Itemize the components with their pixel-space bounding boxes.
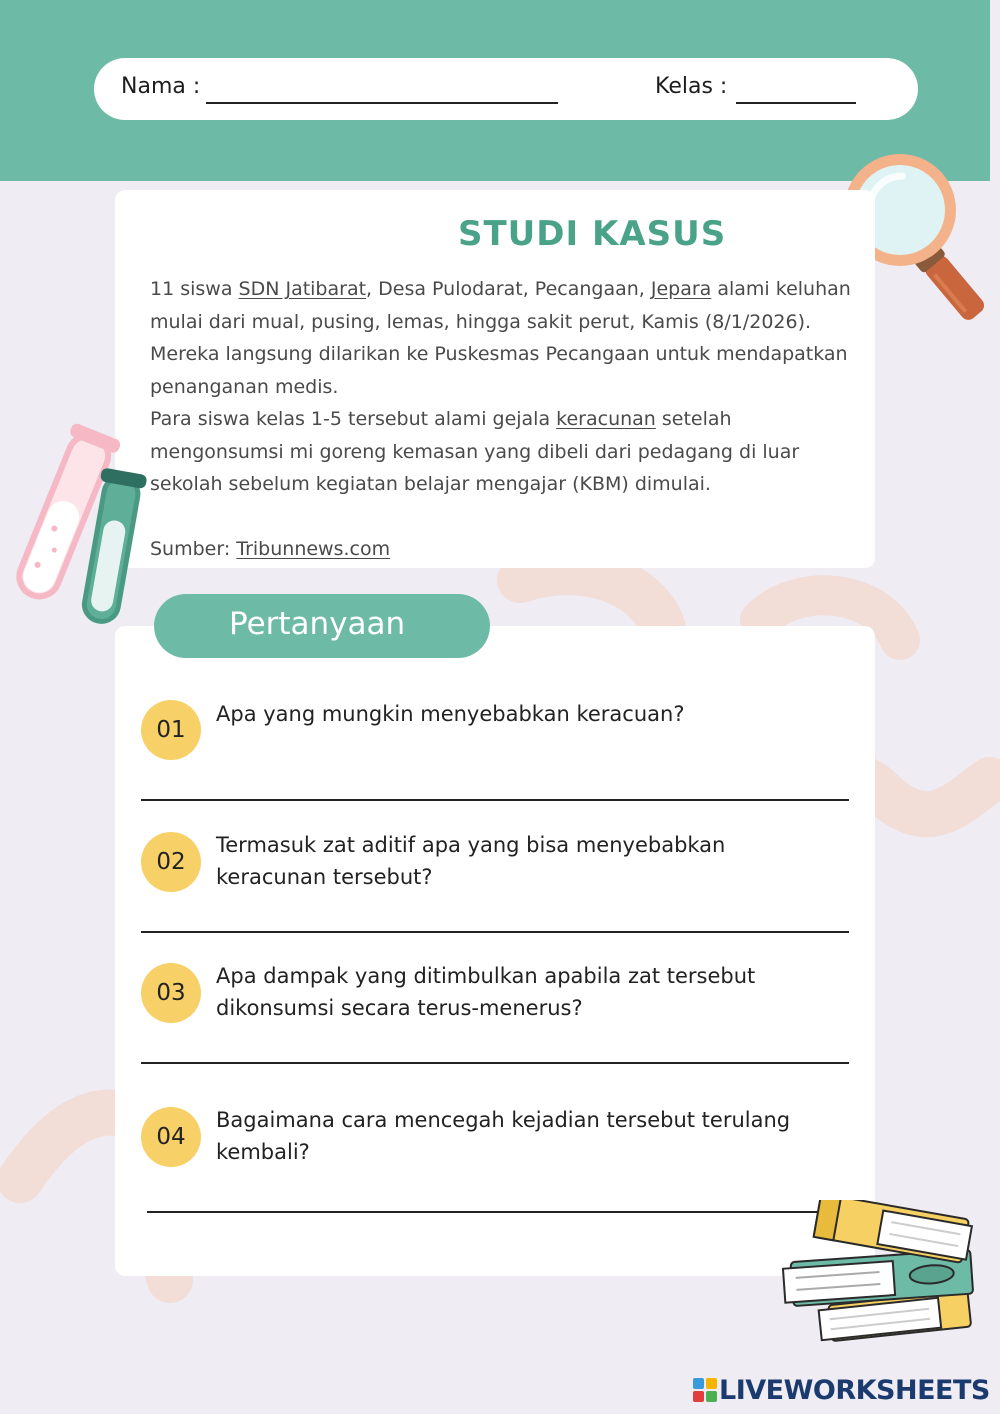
case-text-segment: Para siswa kelas 1-5 tersebut alami gejala [150, 408, 557, 430]
answer-line-2[interactable] [141, 931, 849, 933]
case-text-segment: 11 siswa [150, 278, 239, 300]
book-stack-icon [780, 1200, 985, 1350]
question-1-text: Apa yang mungkin menyebabkan keracuan? [216, 702, 685, 726]
jepara-link[interactable]: Jepara [650, 278, 712, 300]
answer-line-4[interactable] [147, 1211, 855, 1213]
question-number-badge: 01 [141, 700, 201, 760]
case-text-segment: alami keluhan mulai dari mual, pusing, lemas, hingga sakit perut, Kamis (8/1/2026). Mereka langsung dilarikan ke Puskesmas Pecangaan untuk mendapatkan penanganan medis. [150, 278, 851, 398]
question-3-text: Apa dampak yang ditimbulkan apabila zat tersebut dikonsumsi secara terus-menerus? [216, 964, 756, 1020]
source-label: Sumber: [150, 538, 237, 560]
case-study-title: STUDI KASUS [458, 214, 727, 254]
sdn-jatibarat-link[interactable]: SDN Jatibarat [238, 278, 367, 300]
test-tubes-icon [0, 420, 160, 630]
questions-title: Pertanyaan [229, 606, 406, 642]
liveworksheets-brand[interactable] [693, 1373, 990, 1407]
keracunan-link[interactable]: keracunan [556, 408, 656, 430]
question-number-badge: 04 [141, 1107, 201, 1167]
case-text-segment: , Desa Pulodarat, Pecangaan, [366, 278, 651, 300]
source-link[interactable]: Tribunnews.com [236, 538, 391, 560]
brand-text: LIVEWORKSHEETS [719, 1374, 990, 1406]
question-number-badge: 02 [141, 832, 201, 892]
questions-header-pill [154, 594, 490, 658]
question-number-badge: 03 [141, 963, 201, 1023]
question-2-text: Termasuk zat aditif apa yang bisa menyebabkan keracunan tersebut? [216, 833, 726, 889]
student-info-bar [94, 58, 918, 120]
answer-line-1[interactable] [141, 799, 849, 801]
question-4-text: Bagaimana cara mencegah kejadian tersebut terulang kembali? [216, 1108, 791, 1164]
answer-line-3[interactable] [141, 1062, 849, 1064]
case-study-text [150, 273, 858, 566]
case-text-segment: setelah mengonsumsi mi goreng kemasan yang dibeli dari pedagang di luar sekolah sebelum kegiatan belajar mengajar (KBM) dimulai. [150, 408, 800, 495]
liveworksheets-logo-icon [693, 1378, 717, 1402]
name-input-line[interactable] [206, 102, 558, 104]
class-label: Kelas : [655, 74, 728, 99]
name-label: Nama : [121, 74, 201, 99]
class-input-line[interactable] [736, 102, 856, 104]
